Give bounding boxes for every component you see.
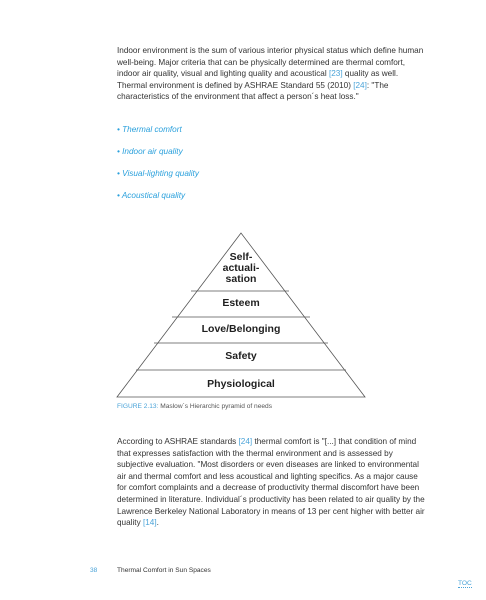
pyramid-level-love-belonging [161, 323, 321, 335]
pyramid-level-label: Self- actuali- sation [222, 251, 260, 285]
pyramid-level-esteem [161, 297, 321, 309]
toc-link[interactable]: TOC [458, 580, 472, 587]
citation-link[interactable]: [14] [142, 518, 157, 528]
paragraph-text: thermal comfort is "[...] that condition of mind that expresses satisfaction with the thermal environment and is assessed by subjective evaluation. "Most disorders or even diseases are linked to environmental air and thermal comfort and less acoustical and lighting specifics. As a major cause for comfort complaints and a decrease of productivity thermal discomfort have been determined in literature. Individual´s productivity has been related to air quality by the Lawrence Berkeley National Laboratory in means of 13 per cent higher with better air quality [117, 437, 425, 528]
paragraph-text: Indoor environment is the sum of various interior physical status which define human well-being. Major criteria that can be physically determined are thermal comfort, indoor air quality, visual and lighting quality and acoustical [117, 46, 424, 79]
citation-link[interactable]: [24] [353, 80, 367, 90]
list-item[interactable]: • Visual-lighting quality [117, 169, 199, 178]
list-item[interactable]: • Thermal comfort [117, 125, 182, 134]
caption-text: Maslow´s Hierarchic pyramid of needs [158, 403, 273, 410]
citation-link[interactable]: [23] [328, 69, 343, 79]
page-number: 38 [90, 567, 98, 574]
paragraph-text: According to ASHRAE standards [117, 437, 239, 446]
citation-link[interactable]: [24] [238, 437, 253, 446]
pyramid-level-label: Love/Belonging [201, 323, 281, 335]
list-item[interactable]: • Indoor air quality [117, 147, 183, 156]
pyramid-level-safety [161, 350, 321, 362]
figure-caption [117, 403, 272, 410]
paragraph-text: : "The characteristics of the environment that affect a person´s heat loss." [117, 80, 389, 102]
list-item[interactable]: • Acoustical quality [117, 191, 186, 200]
thermal-comfort-paragraph [117, 436, 429, 529]
paragraph-text: . [156, 518, 159, 528]
figure-number: FIGURE 2.13: [117, 403, 159, 410]
pyramid-level-label: Safety [225, 350, 257, 362]
running-footer-title: Thermal Comfort in Sun Spaces [117, 567, 211, 574]
pyramid-level-self-actualisation [161, 252, 321, 285]
pyramid-level-label: Physiological [207, 378, 275, 390]
paragraph-text: quality as well. Thermal environment is defined by ASHRAE Standard 55 (2010) [117, 69, 399, 90]
pyramid-level-label: Esteem [222, 297, 260, 309]
pyramid-level-physiological [161, 378, 321, 390]
